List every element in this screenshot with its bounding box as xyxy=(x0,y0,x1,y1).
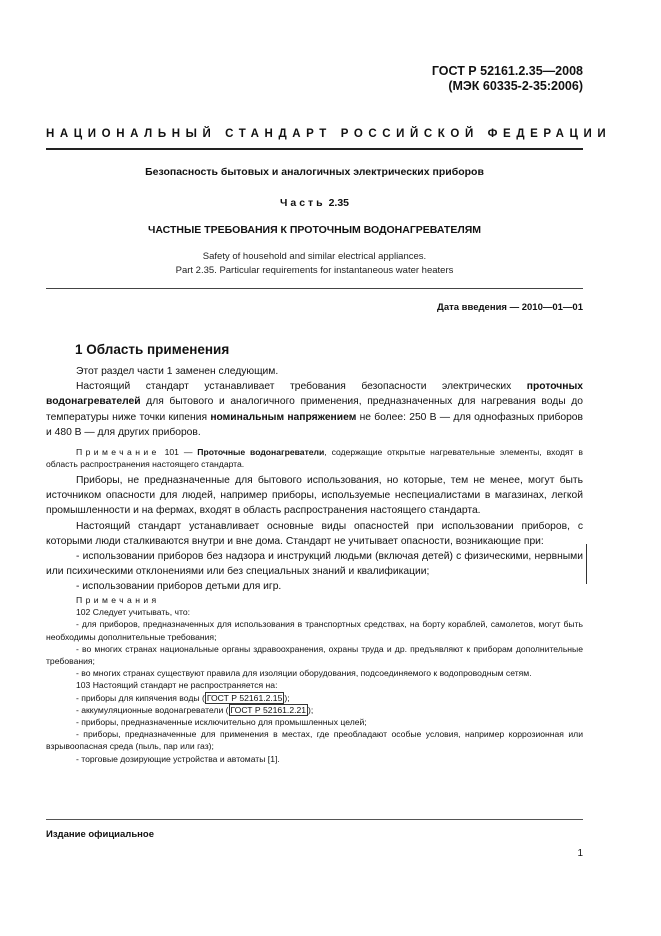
english-title-line2: Part 2.35. Particular requirements for instantaneous water heaters xyxy=(175,265,454,276)
term: проточных водонагревателей xyxy=(46,381,583,408)
part-title: ЧАСТНЫЕ ТРЕБОВАНИЯ К ПРОТОЧНЫМ ВОДОНАГРЕВАТЕЛЯМ xyxy=(147,224,482,236)
edition-label: Издание официальное xyxy=(46,829,154,840)
paragraph: Этот раздел части 1 заменен следующим. xyxy=(76,366,279,377)
text-run: 101 — xyxy=(159,447,198,457)
note-list-item: - во многих странах национальные органы здравоохранения, охраны труда и др. предъявляют к приборам дополнительные требования; xyxy=(46,643,583,667)
part-label xyxy=(46,197,583,209)
title-rule xyxy=(46,288,583,289)
text-run: не более: 250 В — для однофазных приборов и 480 В — для других приборов. xyxy=(46,411,583,438)
notes-block xyxy=(46,594,583,765)
note-list-item: - приборы, предназначенные исключительно для промышленных целей; xyxy=(76,717,367,728)
body-block-2 xyxy=(46,473,583,595)
footer-rule xyxy=(46,819,583,820)
note-paragraph xyxy=(46,446,583,470)
part-word: Часть xyxy=(279,197,326,209)
change-bar xyxy=(586,544,587,584)
section-heading: 1 Область применения xyxy=(75,342,230,357)
note-list-item: - приборы, предназначенные для применения в местах, где преобладают особые условия, например коррозионная или взрывоопасная среда (пыль, пар или газ); xyxy=(46,729,583,752)
text-run: - приборы для кипячения воды ( xyxy=(76,692,205,703)
document-title: Безопасность бытовых и аналогичных электрических приборов xyxy=(145,166,484,178)
body-block-1 xyxy=(46,364,583,440)
standard-reference-link[interactable]: ГОСТ Р 52161.2.21 xyxy=(230,704,307,715)
header-rule xyxy=(46,148,583,150)
note-list-item xyxy=(46,692,583,704)
term: Проточные водонагреватели xyxy=(197,447,325,457)
note-paragraph: 103 Настоящий стандарт не распространяется на: xyxy=(76,680,278,691)
notes-label: Примечания xyxy=(76,595,160,605)
note-paragraph: 102 Следует учитывать, что: xyxy=(76,607,190,618)
note-list-item: - для приборов, предназначенных для использования в транспортных средствах, на борту кораблей, самолетов, могут быть необходимы дополнительные требования; xyxy=(46,619,583,642)
english-title-line1: Safety of household and similar electrical appliances. xyxy=(202,251,427,262)
note-list-item: - торговые дозирующие устройства и автоматы [1]. xyxy=(76,753,280,764)
text-run: для бытового и аналогичного применения, предназначенных для нагревания воды до температуры ниже точки кипения xyxy=(46,396,583,423)
standard-code-block xyxy=(432,64,583,94)
text-run: , содержащие открытые нагревательные элементы, входят в область распространения настоящего стандарта. xyxy=(46,447,584,470)
english-title xyxy=(46,250,583,278)
standard-reference-link[interactable]: ГОСТ Р 52161.2.15 xyxy=(206,692,283,703)
term: номинальным напряжением xyxy=(210,411,357,423)
introduction-date: Дата введения — 2010—01—01 xyxy=(437,302,583,313)
paragraph: Приборы, не предназначенные для бытового использования, но которые, тем не менее, могут быть источником опасности для людей, например приборы, используемые неспециалистами в магазинах, легкой промышленности и на фермах, входят в область распространения настоящего стандарта. xyxy=(46,475,583,517)
text-run: Настоящий стандарт устанавливает требования безопасности электрических xyxy=(76,381,527,393)
national-standard-title: НАЦИОНАЛЬНЫЙ СТАНДАРТ РОССИЙСКОЙ ФЕДЕРАЦИИ xyxy=(46,128,612,140)
paragraph: Настоящий стандарт устанавливает основные виды опасностей при использовании приборов, с которыми люди сталкиваются внутри и вне дома. Стандарт не учитывает опасности, возникающие при: xyxy=(46,520,583,547)
standard-code: ГОСТ Р 52161.2.35—2008 xyxy=(431,64,583,78)
note-list-item: - во многих странах существуют правила для изоляции оборудования, подсоединяемого к водопроводным сетям. xyxy=(76,668,532,679)
text-run: - аккумуляционные водонагреватели ( xyxy=(76,704,229,715)
list-item: - использовании приборов без надзора и инструкций людьми (включая детей) с физическими, нервными или психическими отклонениями или без специальных знаний и квалификации; xyxy=(46,551,583,578)
iec-code: (МЭК 60335-2-35:2006) xyxy=(448,79,583,93)
part-number: 2.35 xyxy=(328,197,349,209)
note-label: Примечание xyxy=(76,447,160,457)
note-list-item xyxy=(46,704,583,716)
list-item: - использовании приборов детьми для игр. xyxy=(76,581,282,593)
text-run: ); xyxy=(308,704,314,715)
paragraph xyxy=(46,379,583,440)
page-number: 1 xyxy=(577,848,583,859)
note-101 xyxy=(46,446,583,470)
text-run: ); xyxy=(284,692,290,703)
